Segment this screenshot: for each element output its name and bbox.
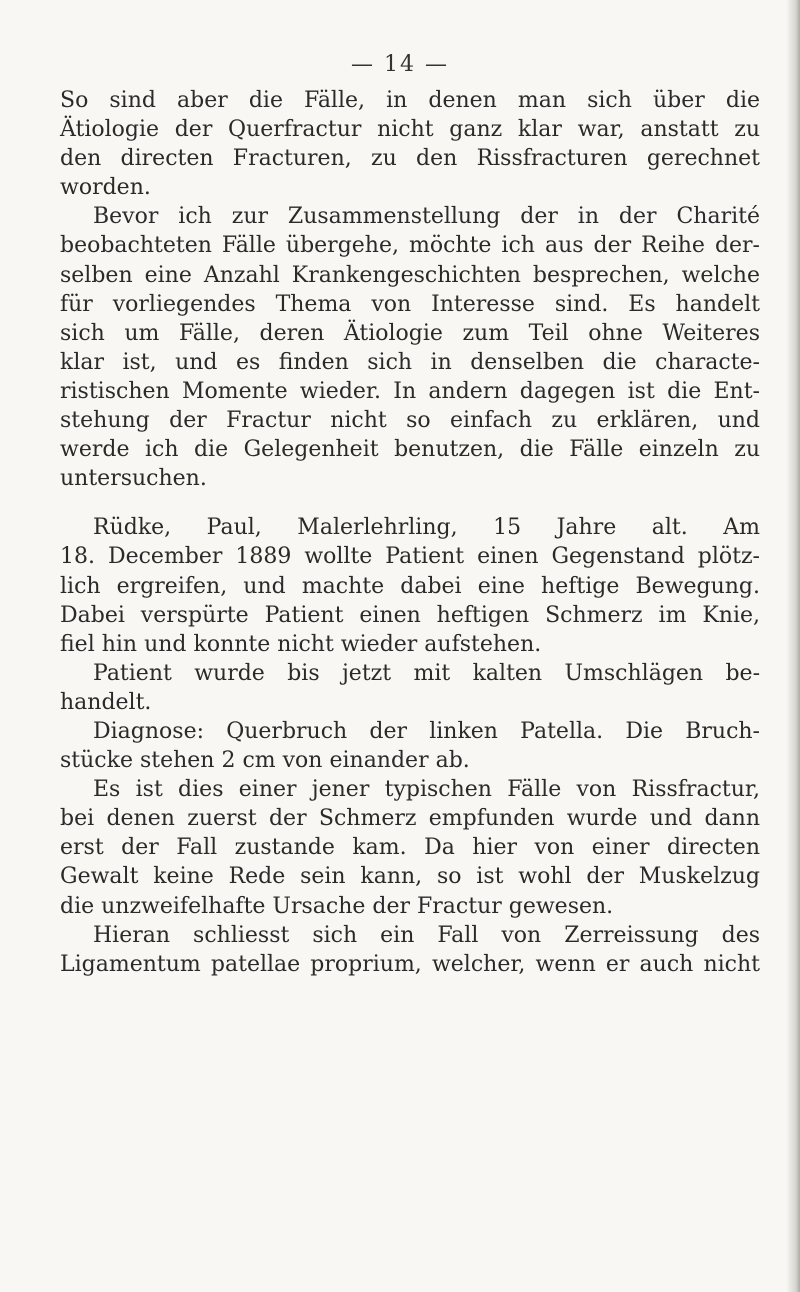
text-line: stehung der Fractur nicht so einfach zu erklären, und bbox=[60, 408, 760, 434]
page-edge-shadow bbox=[786, 0, 800, 1292]
text-line: Dabei verspürte Patient einen heftigen Schmerz im Knie, bbox=[60, 602, 760, 628]
text-line: Es ist dies einer jener typischen Fälle von Rissfractur, bbox=[93, 777, 760, 803]
text-line: Ätiologie der Querfractur nicht ganz klar war, anstatt zu bbox=[60, 117, 760, 143]
text-line: Diagnose: Querbruch der linken Patella. Die Bruch- bbox=[93, 718, 760, 744]
text-line: Bevor ich zur Zusammenstellung der in der Charité bbox=[93, 204, 760, 230]
text-line: bei denen zuerst der Schmerz empfunden wurde und dann bbox=[60, 806, 760, 832]
text-line: die unzweifelhafte Ursache der Fractur gewesen. bbox=[60, 893, 614, 919]
text-line: den directen Fracturen, zu den Rissfracturen gerechnet bbox=[60, 146, 760, 172]
paragraph-4 bbox=[60, 659, 760, 717]
text-line: Gewalt keine Rede sein kann, so ist wohl der Muskelzug bbox=[60, 864, 760, 890]
text-line: klar ist, und es finden sich in denselben die characte- bbox=[60, 349, 760, 375]
section-gap bbox=[60, 493, 760, 513]
text-line: ristischen Momente wieder. In andern dagegen ist die Ent- bbox=[60, 378, 760, 404]
paragraph-5 bbox=[60, 717, 760, 775]
body-text bbox=[60, 86, 760, 979]
text-line: So sind aber die Fälle, in denen man sich über die bbox=[60, 88, 760, 113]
text-line: für vorliegendes Thema von Interesse sind. Es handelt bbox=[60, 291, 760, 317]
text-line: handelt. bbox=[60, 689, 152, 715]
paragraph-3 bbox=[60, 513, 760, 658]
paragraph-1 bbox=[60, 86, 760, 202]
paragraph-2 bbox=[60, 202, 760, 493]
page-number: — 14 — bbox=[351, 52, 449, 77]
text-line: Patient wurde bis jetzt mit kalten Umschlägen be- bbox=[93, 660, 760, 686]
paragraph-7 bbox=[60, 921, 760, 979]
text-line: Ligamentum patellae proprium, welcher, wenn er auch nicht bbox=[60, 951, 760, 977]
text-line: beobachteten Fälle übergehe, möchte ich aus der Reihe der- bbox=[60, 233, 760, 259]
text-line: worden. bbox=[60, 175, 151, 201]
text-line: Hieran schliesst sich ein Fall von Zerreissung des bbox=[93, 922, 760, 948]
text-line: selben eine Anzahl Krankengeschichten besprechen, welche bbox=[60, 262, 760, 288]
text-line: stücke stehen 2 cm von einander ab. bbox=[60, 748, 470, 774]
text-line: lich ergreifen, und machte dabei eine heftige Bewegung. bbox=[60, 573, 760, 599]
text-line: werde ich die Gelegenheit benutzen, die Fälle einzeln zu bbox=[60, 437, 760, 463]
text-line: fiel hin und konnte nicht wieder aufstehen. bbox=[60, 631, 542, 657]
text-line: sich um Fälle, deren Ätiologie zum Teil ohne Weiteres bbox=[60, 320, 760, 346]
text-line: untersuchen. bbox=[60, 466, 207, 492]
paragraph-6 bbox=[60, 775, 760, 920]
text-line: erst der Fall zustande kam. Da hier von einer directen bbox=[60, 835, 760, 861]
text-line: 18. December 1889 wollte Patient einen Gegenstand plötz- bbox=[60, 544, 760, 570]
text-line: Rüdke, Paul, Malerlehrling, 15 Jahre alt. Am bbox=[93, 515, 760, 541]
